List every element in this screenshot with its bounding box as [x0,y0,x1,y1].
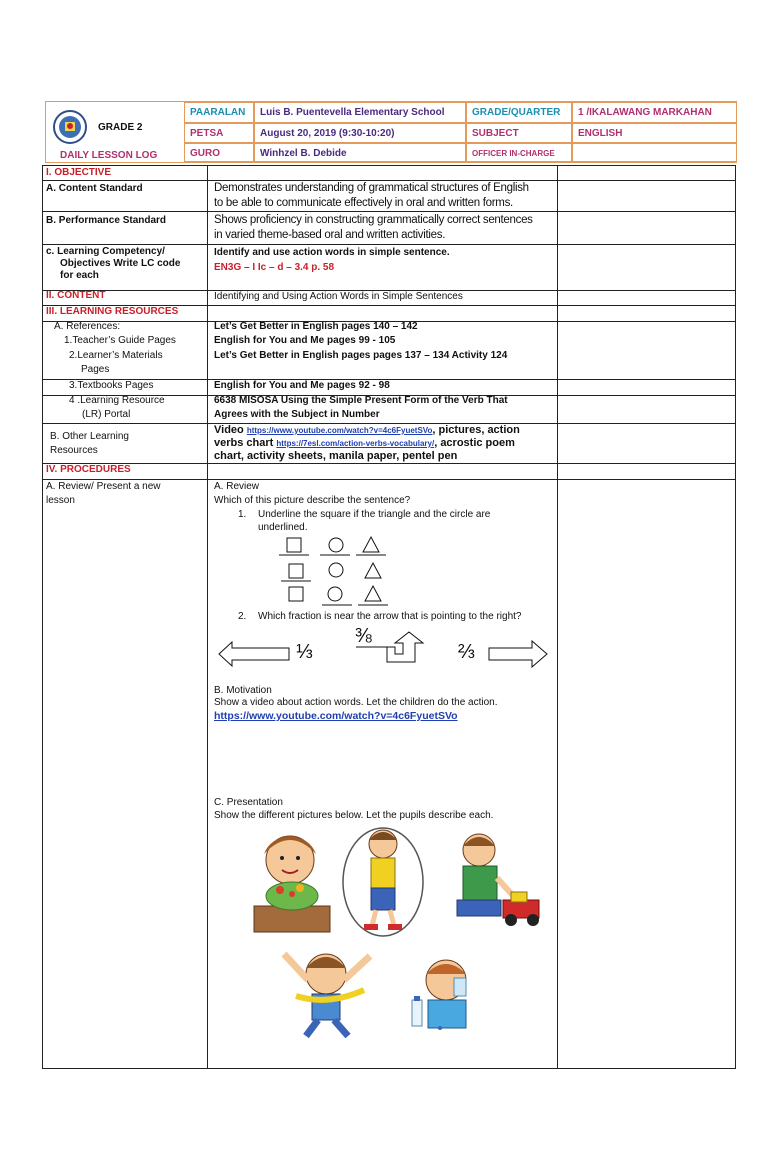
officer-value [572,143,737,162]
lm-label-2: Pages [81,364,110,375]
logo-cell [46,102,184,162]
column-divider [557,166,558,1068]
left-arrow-icon [218,641,290,667]
circle-shape [329,538,343,552]
row-divider [43,211,735,212]
competency-code: EN3G – I Ic – d – 3.4 p. 58 [214,262,335,273]
grade-label: GRADE 2 [98,122,143,133]
tg-value-2: English for You and Me pages 99 - 105 [214,335,396,346]
other-label-2: Resources [50,445,98,456]
references-label: A. References: [54,321,121,332]
tg-value-1: Let’s Get Better in English pages 140 – 142 [214,321,418,332]
grade-quarter-value: 1 /IKALAWANG MARKAHAN [572,102,737,123]
performance-standard-line2: in varied theme-based oral and written activities. [214,229,446,241]
procedures-heading: IV. PROCEDURES [46,464,131,475]
motivation-video-link[interactable]: https://www.youtube.com/watch?v=4c6FyuetSVo [214,710,458,722]
item2-number: 2. [238,611,247,622]
other-resources-mid: , pictures, action [432,424,520,436]
triangle-shape [365,563,381,578]
other-resources-end: , acrostic poem [434,437,515,449]
triangle-shape [363,537,379,552]
motivation-title: B. Motivation [214,685,272,696]
content-heading: II. CONTENT [46,290,106,301]
column-divider [207,166,208,1068]
row-divider [43,244,735,245]
shapes-exercise [276,534,391,608]
officer-label: OFFICER IN-CHARGE [466,143,572,162]
item1-number: 1. [238,509,247,520]
girl-eating-salad-image [246,828,338,938]
square-shape [289,587,303,601]
review-label-1: A. Review/ Present a new [46,481,161,492]
review-title: A. Review [214,481,260,492]
circle-shape [328,587,342,601]
date-label: PETSA [184,123,254,143]
other-resources-line3: chart, activity sheets, manila paper, pentel pen [214,450,458,462]
content-standard-line1: Demonstrates understanding of grammatical structures of English [214,182,529,194]
tg-label: 1.Teacher’s Guide Pages [64,335,176,346]
performance-standard-label: B. Performance Standard [46,215,167,226]
review-label-2: lesson [46,495,75,506]
right-arrow-icon [488,640,548,668]
presentation-title: C. Presentation [214,797,283,808]
deped-seal-icon [53,110,87,144]
subject-label: SUBJECT [466,123,572,143]
up-arrow-icon [355,631,433,663]
teacher-value: Winhzel B. Debide [254,143,466,162]
other-resources-line1 [214,424,520,437]
boy-jumping-rope-image [340,822,426,938]
date-value: August 20, 2019 (9:30-10:20) [254,123,466,143]
item1-text-2: underlined. [258,522,308,533]
competency-label-1: c. Learning Competency/ [46,246,165,257]
boy-jumping-ribbon-image [276,940,380,1040]
item2-text: Which fraction is near the arrow that is pointing to the right? [258,611,522,622]
content-value: Identifying and Using Action Words in Simple Sentences [214,291,463,302]
performance-standard-line1: Shows proficiency in constructing grammatically correct sentences [214,214,533,226]
boy-playing-toy-truck-image [433,828,545,936]
review-question: Which of this picture describe the sentence? [214,495,411,506]
circle-shape [329,563,343,577]
other-resources-line2 [214,437,515,450]
item1-text-1: Underline the square if the triangle and the circle are [258,509,491,520]
competency-label-2: Objectives Write LC code [60,258,181,269]
tb-label: 3.Textbooks Pages [69,380,154,391]
presentation-text: Show the different pictures below. Let the pupils describe each. [214,810,494,821]
fraction-one-third: ⅓ [296,641,313,663]
teacher-label: GURO [184,143,254,162]
objective-heading: I. OBJECTIVE [46,167,112,178]
fraction-three-eighths: ⅜ [355,625,372,647]
row-divider [43,463,735,464]
row-divider [43,479,735,480]
other-label-1: B. Other Learning [50,431,129,442]
content-standard-label: A. Content Standard [46,183,143,194]
grade-quarter-label: GRADE/QUARTER [466,102,572,123]
triangle-shape [365,586,381,601]
square-shape [289,564,303,578]
lr-label-2: (LR) Portal [82,409,131,420]
video-link-1[interactable]: https://www.youtube.com/watch?v=4c6FyuetSVo [246,426,433,435]
other-verbs-label: verbs chart [214,437,274,449]
subject-value: ENGLISH [572,123,737,143]
lr-value-1: 6638 MISOSA Using the Simple Present Form of the Verb That [214,395,508,406]
lr-label-1: 4 .Learning Resource [69,395,165,406]
square-shape [287,538,301,552]
fraction-two-thirds: ⅔ [458,641,475,663]
lm-value: Let’s Get Better in English pages pages 137 – 134 Activity 124 [214,350,508,361]
lesson-header [45,101,737,163]
school-value: Luis B. Puentevella Elementary School [254,102,466,123]
dll-title: DAILY LESSON LOG [60,150,158,161]
boy-drinking-water-image [404,954,488,1030]
competency-label-3: for each [60,270,99,281]
action-verbs-link[interactable]: https://7esl.com/action-verbs-vocabulary/ [276,439,435,448]
lr-value-2: Agrees with the Subject in Number [214,409,380,420]
lm-label-1: 2.Learner’s Materials [69,350,163,361]
other-video-label: Video [214,424,244,436]
content-standard-line2: to be able to communicate effectively in oral and written forms. [214,197,513,209]
school-label: PAARALAN [184,102,254,123]
tb-value: English for You and Me pages 92 - 98 [214,380,390,391]
competency-value: Identify and use action words in simple sentence. [214,247,450,258]
resources-heading: III. LEARNING RESOURCES [46,306,179,317]
motivation-text: Show a video about action words. Let the children do the action. [214,697,498,708]
